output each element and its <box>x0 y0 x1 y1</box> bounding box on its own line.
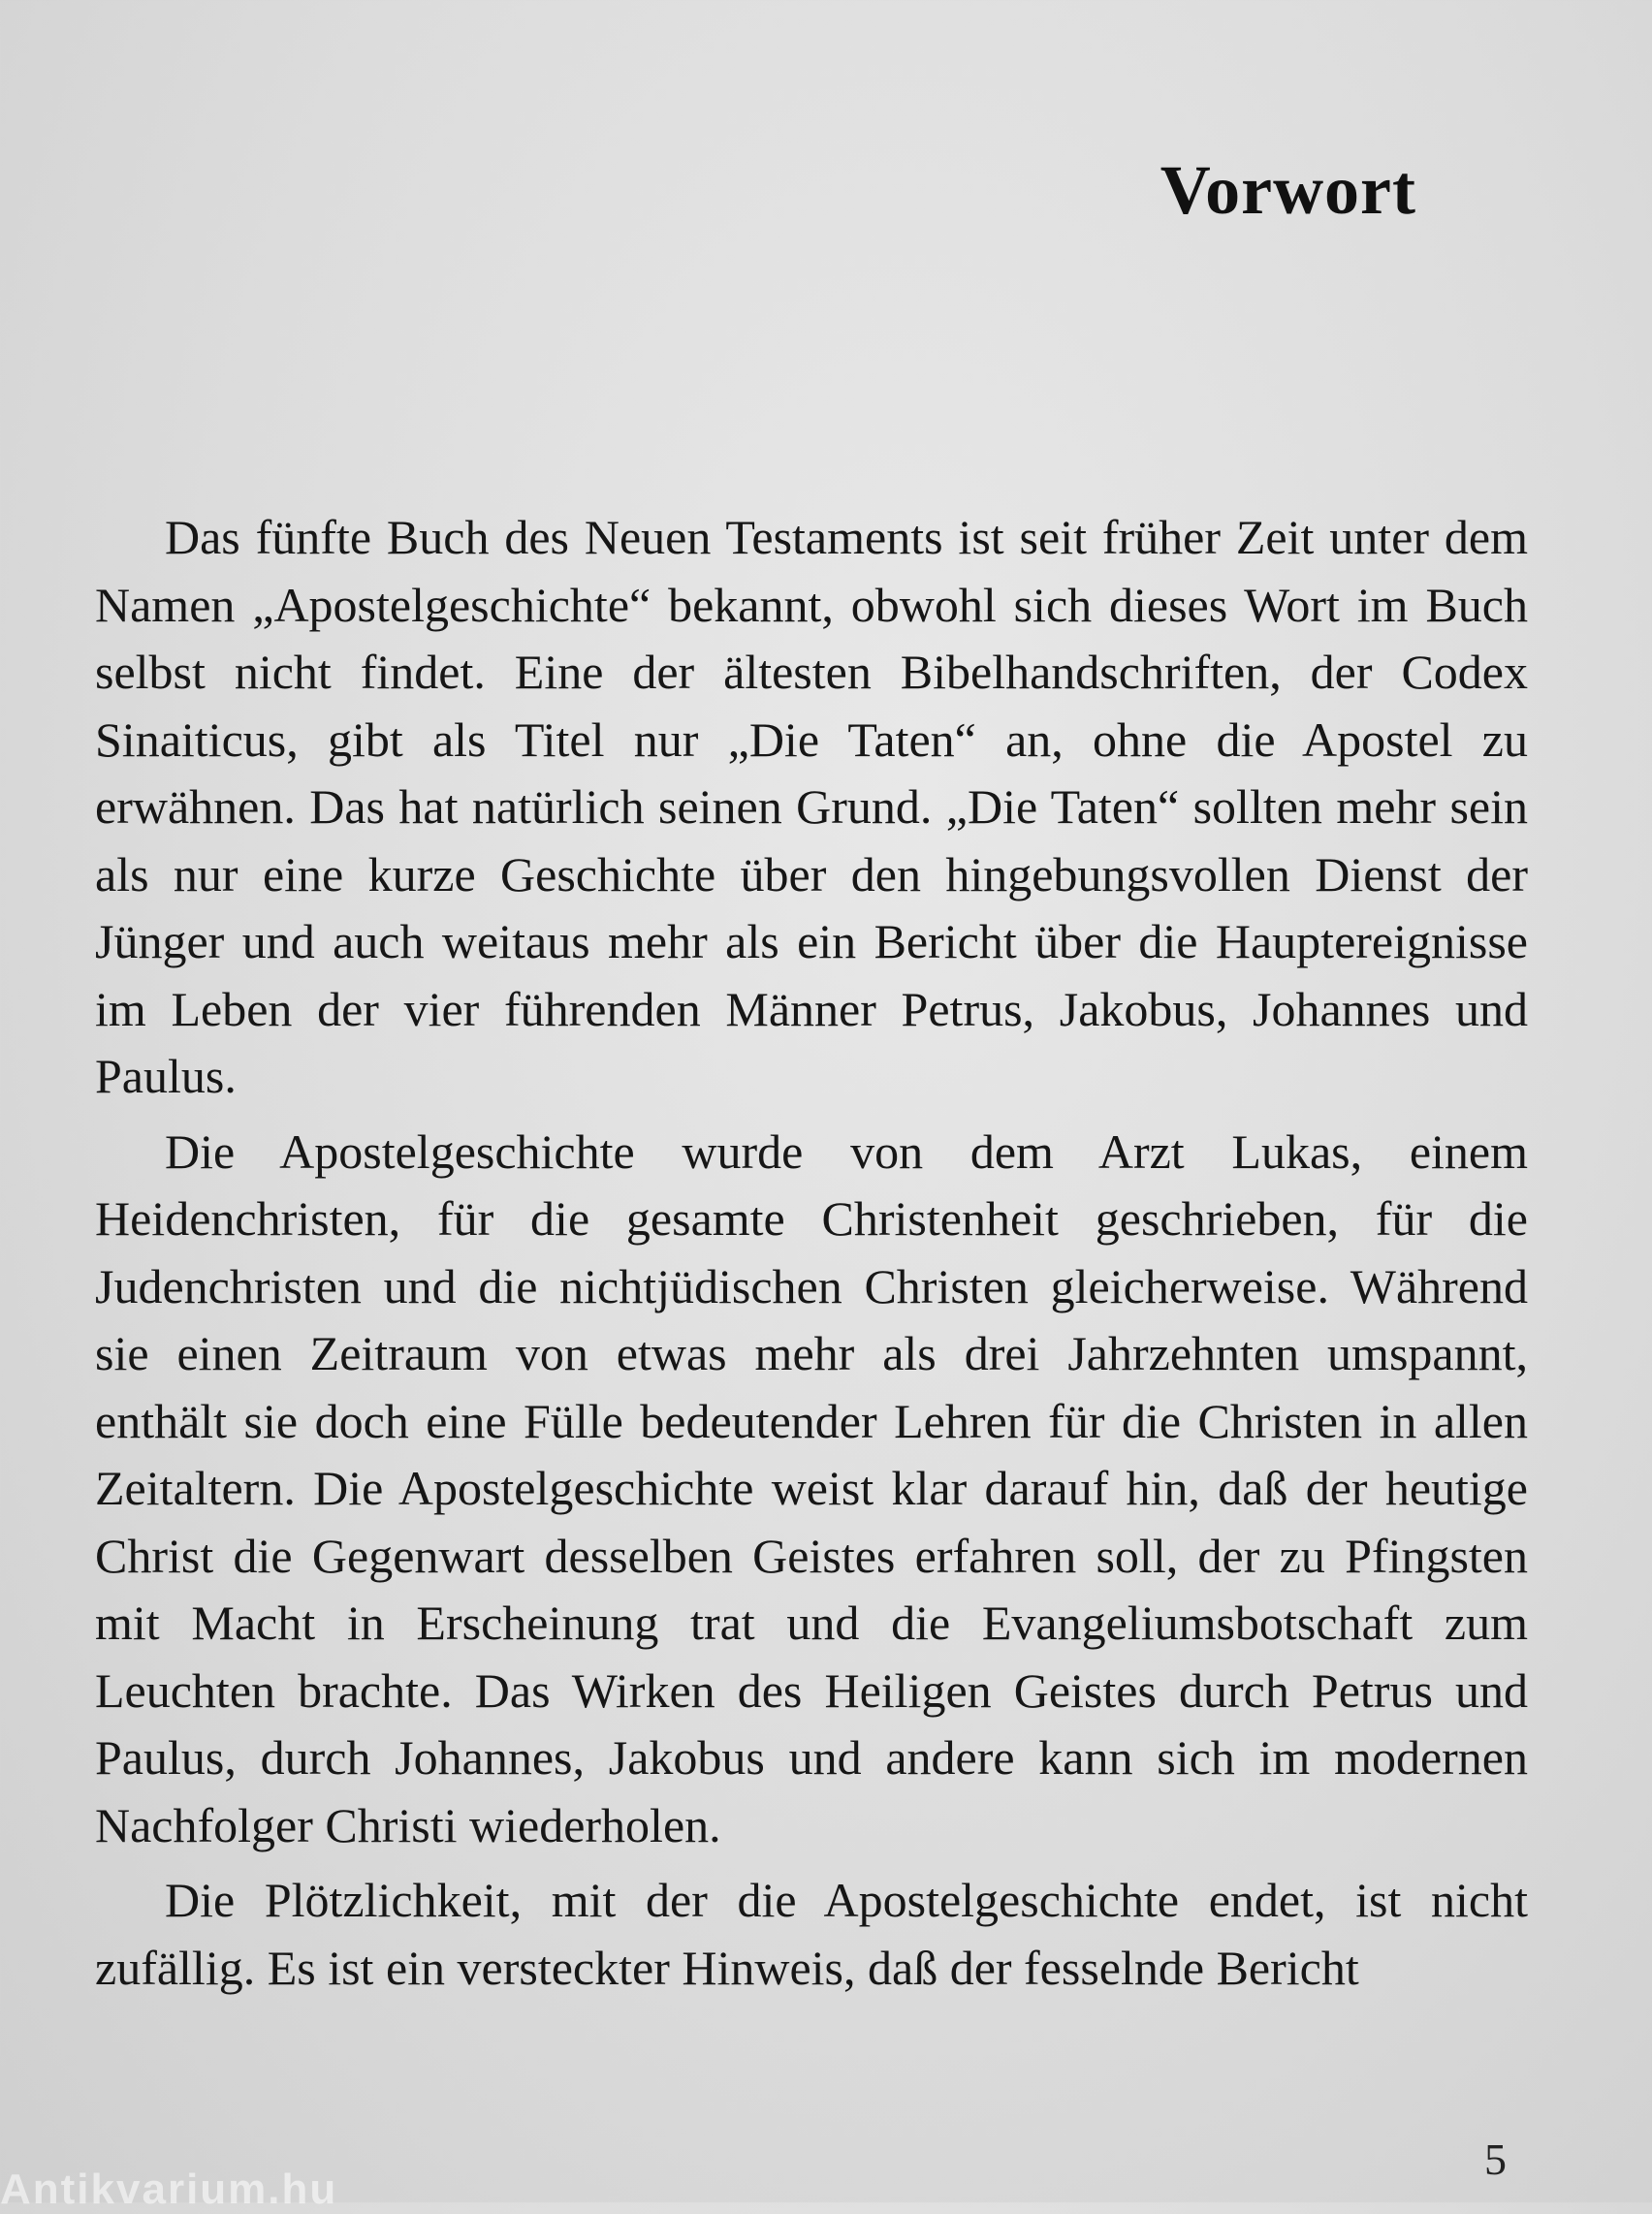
page-number: 5 <box>1484 2135 1507 2184</box>
paragraph-1: Das fünfte Buch des Neuen Testaments ist seit früher Zeit unter dem Namen „Apostelgeschichte“ bekannt, obwohl sich dieses Wort im Buch selbst nicht findet. Eine der ältesten Bibelhandschriften, der Codex Sinaiticus, gibt als Titel nur „Die Taten“ an, ohne die Apostel zu erwähnen. Das hat natürlich seinen Grund. „Die Taten“ sollten mehr sein als nur eine kurze Geschichte über den hingebungsvollen Dienst der Jünger und auch weitaus mehr als ein Bericht über die Hauptereignisse im Leben der vier führenden Männer Petrus, Jakobus, Johannes und Paulus. <box>95 510 1528 1103</box>
paragraph-3: Die Plötzlichkeit, mit der die Apostelgeschichte endet, ist nicht zufällig. Es ist ein versteckter Hinweis, daß der fesselnde Bericht <box>95 1873 1528 1995</box>
page-title: Vorwort <box>1160 151 1416 229</box>
watermark: Antikvarium.hu <box>0 2166 338 2213</box>
paragraph-2: Die Apostelgeschichte wurde von dem Arzt Lukas, einem Heidenchristen, für die gesamte Christenheit geschrieben, für die Judenchristen und die nichtjüdischen Christen gleicherweise. Während sie einen Zeitraum von etwas mehr als drei Jahrzehnten umspannt, enthält sie doch eine Fülle bedeutender Lehren für die Christen in allen Zeitaltern. Die Apostelgeschichte weist klar darauf hin, daß der heutige Christ die Gegenwart desselben Geistes erfahren soll, der zu Pfingsten mit Macht in Erscheinung trat und die Evangeliumsbotschaft zum Leuchten brachte. Das Wirken des Heiligen Geistes durch Petrus und Paulus, durch Johannes, Jakobus und andere kann sich im modernen Nachfolger Christi wiederholen. <box>95 1123 1528 1852</box>
body-text <box>95 504 1528 2009</box>
